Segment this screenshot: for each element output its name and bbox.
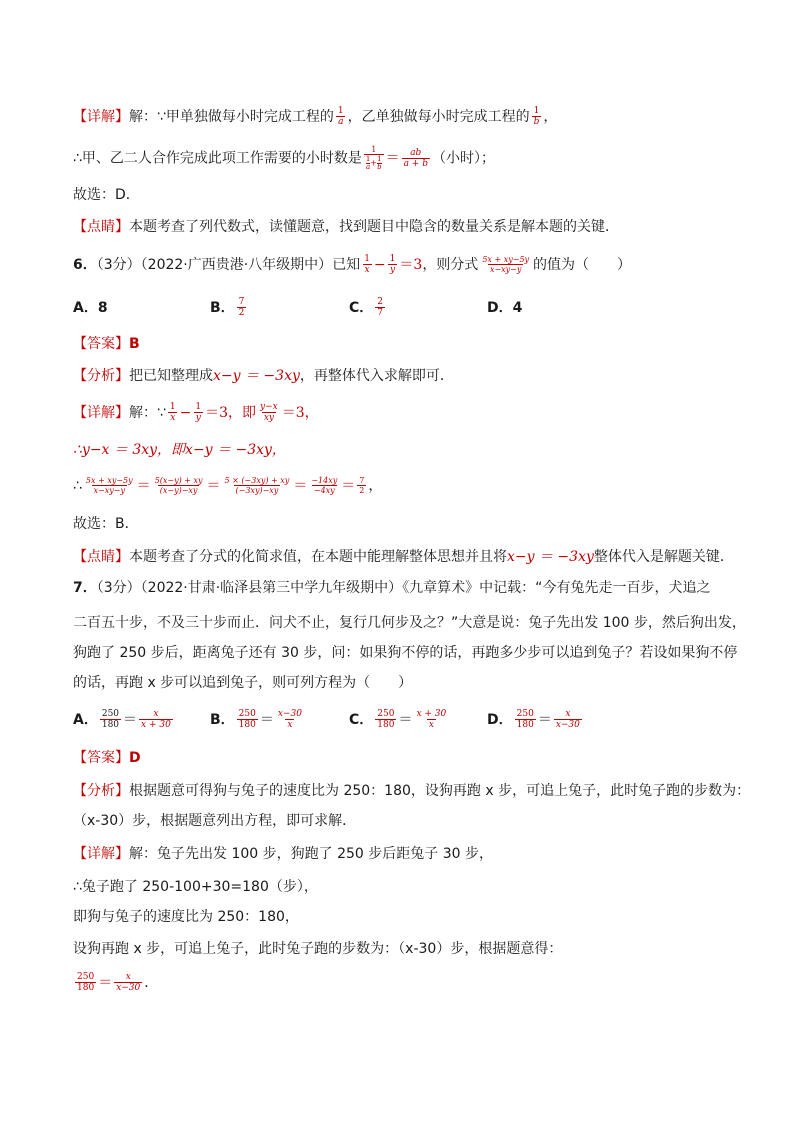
answer-value: D (129, 750, 141, 766)
q6-option-c: C． $\frac{2}{7}$ (349, 297, 384, 318)
fraction: $\frac{5x + xy-5y}{x-xy-y}$ (85, 476, 133, 495)
fraction: $\frac{7}{2}$ (238, 297, 245, 318)
detail-text: 解：∵甲单独做每小时完成工程的 (129, 109, 334, 125)
q7-option-c: C． $\frac{250}{180}$ ＝ $\frac{x + 30}{x}$ (349, 709, 447, 730)
question-number: 6． (73, 257, 97, 273)
fraction: $\frac{5(x-y) + xy}{(x-y)-xy}$ (154, 476, 203, 495)
q6-stem: 6．（3分）（2022·广西贵港·八年级期中）已知 $\frac{1}{x}$ − $\frac{1}{y}$ ＝3，则分式 $\frac{5x + xy-5y}{x-xy-y}$ 的值为（ ） (73, 254, 632, 275)
q5-point-line (73, 216, 734, 238)
q5-hours-line: ∴甲、乙二人合作完成此项工作需要的小时数是 1 $\frac{1}{a}$ + $\frac{1}{b}$ ＝ $\frac{ab}{a + b}$ （小时）； (73, 145, 495, 171)
fraction: $\frac{1}{x}$ (364, 254, 370, 275)
compound-fraction: 1 $\frac{1}{a}$ + $\frac{1}{b}$ (365, 145, 382, 171)
q7-final-equation: $\frac{250}{180}$ ＝ $\frac{x}{x-30}$ ． (77, 972, 159, 993)
fraction: $\frac{1}{y}$ (389, 254, 396, 275)
q7-stem-line4: 的话，再跑 x 步可以追到兔子，则可列方程为（ ） (73, 675, 413, 691)
fraction: $\frac{-14xy}{-4xy}$ (311, 476, 338, 495)
point-tag: 【点睛】 (73, 549, 129, 565)
fraction: $\frac{1}{y}$ (195, 402, 202, 423)
detail-text: ，乙单独做每小时完成工程的 (347, 109, 530, 125)
detail-tag: 【详解】 (73, 405, 129, 421)
fraction: $\frac{y-x}{xy}$ (260, 402, 278, 423)
answer-tag: 【答案】 (73, 336, 129, 352)
q5-detail-line: 【详解】解：∵甲单独做每小时完成工程的 $\frac{1}{a}$ ，乙单独做每小时完成工程的 $\frac{1}{b}$ ， (73, 106, 558, 127)
q7-stem-line1: 7．（3分）（2022·甘肃·临泽县第三中学九年级期中）《九章算术》中记载：“今有兔先走一百步，犬追之 (73, 580, 711, 596)
q7-detail-line1: 【详解】解：兔子先出发 100 步，狗跑了 250 步后距兔子 30 步， (73, 846, 493, 862)
fraction: $\frac{7}{2}$ (359, 476, 365, 495)
fraction: $\frac{5 \times (-3xy) + xy}{(-3xy)-xy}$ (224, 476, 290, 495)
q7-option-a: A． $\frac{250}{180}$ ＝ $\frac{x}{x + 30}$ (73, 709, 171, 730)
q6-detail-line: 【详解】解：∵ $\frac{1}{x}$ − $\frac{1}{y}$ ＝3，即 $\frac{y-x}{xy}$ ＝3， (73, 402, 319, 423)
q7-option-b: B． $\frac{250}{180}$ ＝ $\frac{x-30}{x}$ (210, 709, 302, 730)
question-number: 7． (73, 580, 97, 596)
q7-analysis-line2: （x-30）步，根据题意列出方程，即可求解． (73, 813, 357, 829)
q5-choice: 故选：D． (73, 187, 140, 203)
detail-tag: 【详解】 (73, 846, 129, 862)
q6-option-b: B． $\frac{7}{2}$ (210, 297, 245, 318)
question-meta: （3分）（2022·广西贵港·八年级期中） (96, 257, 333, 273)
analysis-tag: 【分析】 (73, 783, 129, 799)
q7-detail-line4: 设狗再跑 x 步，可追上兔子，此时兔子跑的步数为：（x-30）步，根据题意得： (73, 941, 563, 957)
fraction: $\frac{1}{b}$ (533, 106, 540, 127)
fraction: $\frac{1}{a}$ (337, 106, 344, 127)
q6-choice: 故选：B． (73, 516, 139, 532)
q7-detail-line2: ∴兔子跑了 250-100+30=180（步）， (73, 879, 318, 895)
question-meta: （3分）（2022·甘肃·临泽县第三中学九年级期中） (96, 580, 403, 596)
fraction: $\frac{5x + xy-5y}{x-xy-y}$ (482, 255, 530, 274)
q6-analysis-line: 【分析】把已知整理成x−y ＝ −3xy，再整体代入求解即可． (73, 368, 454, 384)
q7-answer-line (73, 747, 734, 769)
q7-stem-line2: 二百五十步，不及三十步而止．问犬不止，复行几何步及之？”大意是说：兔子先出发 100 步，然后狗出发， (73, 615, 746, 631)
q7-detail-line3: 即狗与兔子的速度比为 250：180， (73, 909, 299, 925)
point-text: 本题考查了列代数式，读懂题意，找到题目中隐含的数量关系是解本题的关键． (129, 219, 619, 235)
detail-tag: 【详解】 (73, 109, 129, 125)
answer-tag: 【答案】 (73, 750, 129, 766)
analysis-tag: 【分析】 (73, 368, 129, 384)
q7-stem-line3: 狗跑了 250 步后，距离兔子还有 30 步，问：如果狗不停的话，再跑多少步可以追到兔子？若设如果狗不停 (73, 645, 738, 661)
q6-answer-line (73, 333, 734, 355)
point-tag: 【点睛】 (73, 219, 129, 235)
q6-option-d: D．4 (487, 300, 523, 316)
q6-derivation-line: ∴y−x ＝ 3xy，即x−y ＝ −3xy， (73, 442, 286, 458)
q7-analysis-line1: 【分析】根据题意可得狗与兔子的速度比为 250：180，设狗再跑 x 步，可追上兔子，此时兔子跑的步数为： (73, 783, 751, 799)
q6-option-a: A．8 (73, 300, 108, 316)
answer-value: B (129, 336, 140, 352)
q7-option-d: D． $\frac{250}{180}$ ＝ $\frac{x}{x-30}$ (487, 709, 580, 730)
detail-text: ∴甲、乙二人合作完成此项工作需要的小时数是 (73, 150, 362, 167)
q6-point-line: 【点睛】本题考查了分式的化简求值，在本题中能理解整体思想并且将x−y ＝ −3xy整体代入是解题关键． (73, 549, 734, 565)
fraction: $\frac{2}{7}$ (377, 297, 384, 318)
q6-chain-line: ∴ $\frac{5x + xy-5y}{x-xy-y}$ ＝ $\frac{5(x-y) + xy}{(x-y)-xy}$ ＝ $\frac{5 \times (-3xy) + xy}{(-3xy)-xy}$ ＝ $\frac{-14xy}{-4xy}$ ＝ $\frac{7}{2}$ ， (73, 476, 383, 495)
fraction: $\frac{1}{x}$ (169, 402, 176, 423)
fraction: $\frac{ab}{a + b}$ (403, 147, 428, 169)
